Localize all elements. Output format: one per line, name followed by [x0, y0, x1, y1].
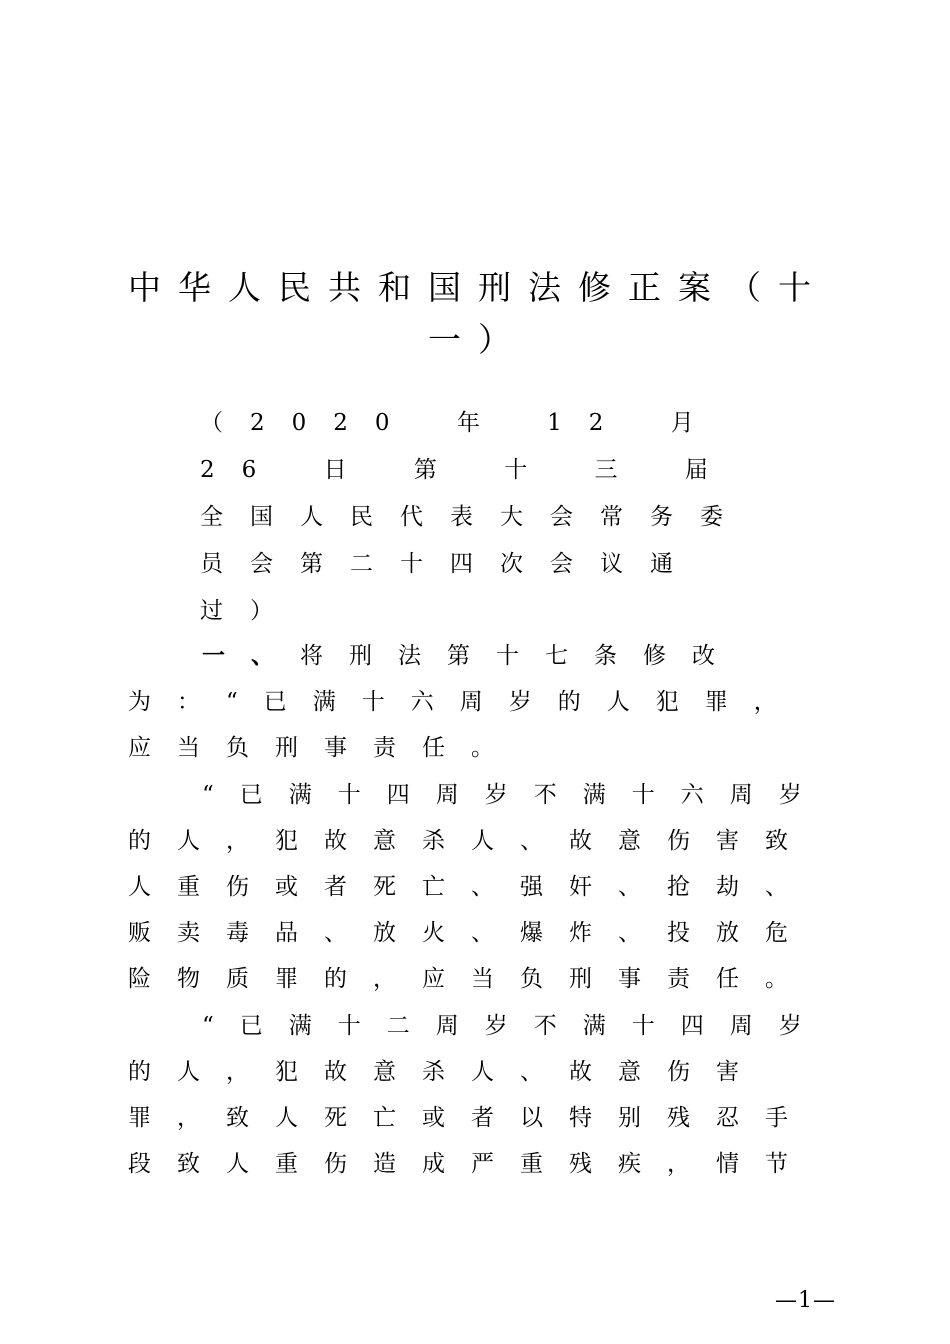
article-1-number: 一、: [202, 642, 300, 669]
page-number: —1—: [775, 1288, 836, 1313]
article-1-text: 将刑法第十七条修改为：“已满十六周岁的人犯罪，应当负刑事责任。: [128, 643, 803, 762]
paragraph-3: “已满十二周岁不满十四周岁的人，犯故意杀人、故意伤害罪，致人死亡或者以特别残忍手段致人重伤造成严重残疾，情节: [128, 1012, 828, 1178]
document-body: [128, 633, 848, 1187]
adoption-note: （2020 年 12 月 26 日 第 十 三 届全国人民代表大会常务委员会第二十四次会议通过）: [200, 410, 750, 624]
document-title: 中华人民共和国刑法修正案（十一）: [128, 268, 828, 359]
paragraph-2: “已满十四周岁不满十六周岁的人，犯故意杀人、故意伤害致人重伤或者死亡、强奸、抢劫、贩卖毒品、放火、爆炸、投放危险物质罪的，应当负刑事责任。: [128, 781, 828, 993]
article-1-paragraph: [128, 633, 848, 772]
